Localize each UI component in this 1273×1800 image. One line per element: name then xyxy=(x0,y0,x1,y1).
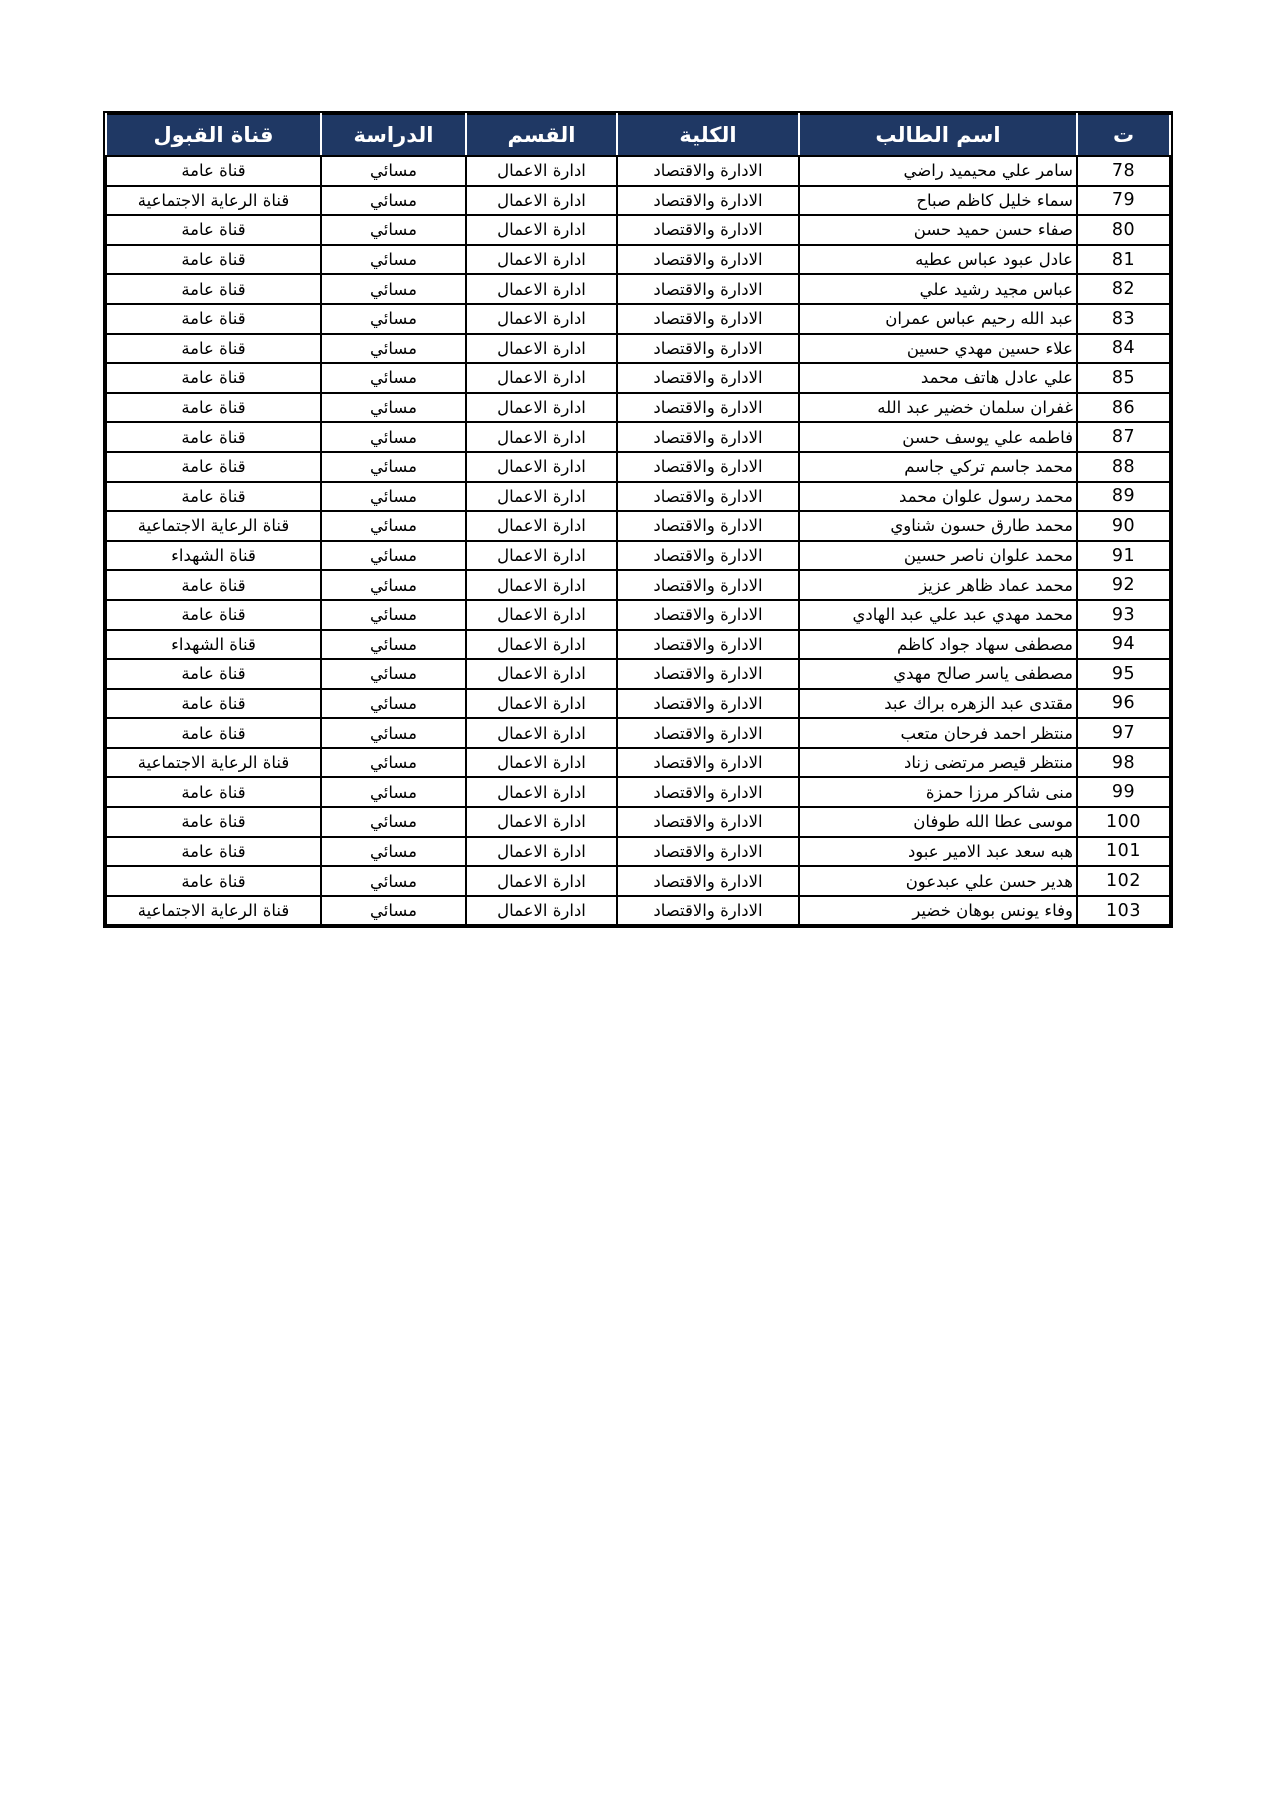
table-body xyxy=(106,156,1170,925)
table-row xyxy=(106,866,1170,896)
cell-channel: قناة عامة xyxy=(106,452,321,482)
cell-num: 92 xyxy=(1077,570,1170,600)
cell-channel: قناة الرعاية الاجتماعية xyxy=(106,186,321,216)
cell-dept: ادارة الاعمال xyxy=(466,274,617,304)
cell-study: مسائي xyxy=(321,482,466,512)
cell-study: مسائي xyxy=(321,718,466,748)
cell-college: الادارة والاقتصاد xyxy=(617,807,799,837)
cell-study: مسائي xyxy=(321,896,466,926)
cell-channel: قناة عامة xyxy=(106,482,321,512)
cell-channel: قناة عامة xyxy=(106,245,321,275)
cell-college: الادارة والاقتصاد xyxy=(617,215,799,245)
cell-num: 83 xyxy=(1077,304,1170,334)
cell-dept: ادارة الاعمال xyxy=(466,156,617,186)
cell-name: غفران سلمان خضير عبد الله xyxy=(799,393,1077,423)
table-row xyxy=(106,156,1170,186)
cell-name: عبد الله رحيم عباس عمران xyxy=(799,304,1077,334)
cell-college: الادارة والاقتصاد xyxy=(617,245,799,275)
cell-dept: ادارة الاعمال xyxy=(466,748,617,778)
cell-dept: ادارة الاعمال xyxy=(466,896,617,926)
column-header-college: الكلية xyxy=(617,114,799,156)
cell-num: 89 xyxy=(1077,482,1170,512)
cell-study: مسائي xyxy=(321,186,466,216)
cell-college: الادارة والاقتصاد xyxy=(617,748,799,778)
cell-dept: ادارة الاعمال xyxy=(466,718,617,748)
cell-channel: قناة عامة xyxy=(106,718,321,748)
cell-num: 99 xyxy=(1077,777,1170,807)
cell-dept: ادارة الاعمال xyxy=(466,570,617,600)
cell-channel: قناة عامة xyxy=(106,659,321,689)
cell-college: الادارة والاقتصاد xyxy=(617,630,799,660)
cell-num: 97 xyxy=(1077,718,1170,748)
cell-college: الادارة والاقتصاد xyxy=(617,866,799,896)
cell-college: الادارة والاقتصاد xyxy=(617,718,799,748)
cell-channel: قناة عامة xyxy=(106,363,321,393)
cell-dept: ادارة الاعمال xyxy=(466,186,617,216)
students-table-wrapper xyxy=(103,111,1173,928)
cell-college: الادارة والاقتصاد xyxy=(617,452,799,482)
cell-dept: ادارة الاعمال xyxy=(466,807,617,837)
cell-college: الادارة والاقتصاد xyxy=(617,156,799,186)
cell-num: 93 xyxy=(1077,600,1170,630)
cell-name: هدير حسن علي عبدعون xyxy=(799,866,1077,896)
cell-study: مسائي xyxy=(321,245,466,275)
cell-channel: قناة عامة xyxy=(106,393,321,423)
column-header-department: القسم xyxy=(466,114,617,156)
cell-dept: ادارة الاعمال xyxy=(466,334,617,364)
cell-name: موسى عطا الله طوفان xyxy=(799,807,1077,837)
cell-name: منى شاكر مرزا حمزة xyxy=(799,777,1077,807)
cell-num: 96 xyxy=(1077,689,1170,719)
cell-name: مصطفى سهاد جواد كاظم xyxy=(799,630,1077,660)
cell-channel: قناة عامة xyxy=(106,304,321,334)
table-row xyxy=(106,274,1170,304)
cell-name: مقتدى عبد الزهره براك عبد xyxy=(799,689,1077,719)
table-header-row xyxy=(106,114,1170,156)
cell-name: عادل عبود عباس عطيه xyxy=(799,245,1077,275)
cell-study: مسائي xyxy=(321,393,466,423)
cell-num: 103 xyxy=(1077,896,1170,926)
cell-channel: قناة عامة xyxy=(106,334,321,364)
table-row xyxy=(106,837,1170,867)
cell-college: الادارة والاقتصاد xyxy=(617,511,799,541)
cell-name: محمد علوان ناصر حسين xyxy=(799,541,1077,571)
cell-college: الادارة والاقتصاد xyxy=(617,541,799,571)
cell-study: مسائي xyxy=(321,600,466,630)
cell-channel: قناة الرعاية الاجتماعية xyxy=(106,896,321,926)
cell-name: مصطفى ياسر صالح مهدي xyxy=(799,659,1077,689)
table-row xyxy=(106,452,1170,482)
table-row xyxy=(106,777,1170,807)
cell-college: الادارة والاقتصاد xyxy=(617,186,799,216)
cell-dept: ادارة الاعمال xyxy=(466,215,617,245)
cell-college: الادارة والاقتصاد xyxy=(617,304,799,334)
cell-dept: ادارة الاعمال xyxy=(466,689,617,719)
cell-num: 79 xyxy=(1077,186,1170,216)
cell-dept: ادارة الاعمال xyxy=(466,422,617,452)
table-row xyxy=(106,482,1170,512)
cell-num: 95 xyxy=(1077,659,1170,689)
cell-num: 86 xyxy=(1077,393,1170,423)
cell-name: هبه سعد عبد الامير عبود xyxy=(799,837,1077,867)
table-row xyxy=(106,570,1170,600)
cell-channel: قناة الشهداء xyxy=(106,541,321,571)
cell-college: الادارة والاقتصاد xyxy=(617,600,799,630)
cell-channel: قناة عامة xyxy=(106,600,321,630)
cell-name: علي عادل هاتف محمد xyxy=(799,363,1077,393)
cell-study: مسائي xyxy=(321,807,466,837)
cell-channel: قناة عامة xyxy=(106,422,321,452)
cell-study: مسائي xyxy=(321,837,466,867)
cell-channel: قناة عامة xyxy=(106,570,321,600)
cell-channel: قناة عامة xyxy=(106,215,321,245)
cell-dept: ادارة الاعمال xyxy=(466,659,617,689)
column-header-admission-channel: قناة القبول xyxy=(106,114,321,156)
cell-num: 84 xyxy=(1077,334,1170,364)
cell-college: الادارة والاقتصاد xyxy=(617,274,799,304)
cell-college: الادارة والاقتصاد xyxy=(617,334,799,364)
cell-channel: قناة عامة xyxy=(106,777,321,807)
cell-name: عباس مجيد رشيد علي xyxy=(799,274,1077,304)
table-row xyxy=(106,334,1170,364)
table-row xyxy=(106,600,1170,630)
cell-study: مسائي xyxy=(321,777,466,807)
cell-name: سامر علي محيميد راضي xyxy=(799,156,1077,186)
table-row xyxy=(106,363,1170,393)
cell-name: محمد طارق حسون شناوي xyxy=(799,511,1077,541)
cell-num: 88 xyxy=(1077,452,1170,482)
cell-num: 81 xyxy=(1077,245,1170,275)
cell-study: مسائي xyxy=(321,452,466,482)
cell-college: الادارة والاقتصاد xyxy=(617,393,799,423)
cell-dept: ادارة الاعمال xyxy=(466,837,617,867)
cell-num: 85 xyxy=(1077,363,1170,393)
cell-name: منتظر احمد فرحان متعب xyxy=(799,718,1077,748)
cell-college: الادارة والاقتصاد xyxy=(617,363,799,393)
table-row xyxy=(106,659,1170,689)
cell-channel: قناة عامة xyxy=(106,837,321,867)
cell-channel: قناة الرعاية الاجتماعية xyxy=(106,748,321,778)
cell-college: الادارة والاقتصاد xyxy=(617,896,799,926)
table-row xyxy=(106,186,1170,216)
table-row xyxy=(106,896,1170,926)
table-row xyxy=(106,393,1170,423)
cell-dept: ادارة الاعمال xyxy=(466,511,617,541)
table-row xyxy=(106,511,1170,541)
table-row xyxy=(106,304,1170,334)
cell-dept: ادارة الاعمال xyxy=(466,482,617,512)
cell-channel: قناة الشهداء xyxy=(106,630,321,660)
table-row xyxy=(106,215,1170,245)
cell-dept: ادارة الاعمال xyxy=(466,393,617,423)
table-row xyxy=(106,541,1170,571)
cell-study: مسائي xyxy=(321,304,466,334)
cell-num: 101 xyxy=(1077,837,1170,867)
students-table xyxy=(105,113,1171,926)
cell-study: مسائي xyxy=(321,215,466,245)
cell-num: 87 xyxy=(1077,422,1170,452)
cell-study: مسائي xyxy=(321,334,466,364)
cell-channel: قناة عامة xyxy=(106,807,321,837)
cell-channel: قناة عامة xyxy=(106,274,321,304)
cell-num: 80 xyxy=(1077,215,1170,245)
cell-channel: قناة الرعاية الاجتماعية xyxy=(106,511,321,541)
cell-college: الادارة والاقتصاد xyxy=(617,777,799,807)
cell-dept: ادارة الاعمال xyxy=(466,541,617,571)
cell-dept: ادارة الاعمال xyxy=(466,630,617,660)
cell-college: الادارة والاقتصاد xyxy=(617,659,799,689)
cell-channel: قناة عامة xyxy=(106,156,321,186)
cell-study: مسائي xyxy=(321,541,466,571)
cell-dept: ادارة الاعمال xyxy=(466,866,617,896)
table-row xyxy=(106,748,1170,778)
cell-study: مسائي xyxy=(321,866,466,896)
cell-name: محمد رسول علوان محمد xyxy=(799,482,1077,512)
table-row xyxy=(106,245,1170,275)
cell-name: وفاء يونس بوهان خضير xyxy=(799,896,1077,926)
table-row xyxy=(106,422,1170,452)
cell-college: الادارة والاقتصاد xyxy=(617,422,799,452)
cell-dept: ادارة الاعمال xyxy=(466,777,617,807)
cell-dept: ادارة الاعمال xyxy=(466,304,617,334)
cell-study: مسائي xyxy=(321,689,466,719)
table-row xyxy=(106,630,1170,660)
column-header-student-name: اسم الطالب xyxy=(799,114,1077,156)
cell-college: الادارة والاقتصاد xyxy=(617,482,799,512)
cell-num: 91 xyxy=(1077,541,1170,571)
cell-study: مسائي xyxy=(321,570,466,600)
cell-college: الادارة والاقتصاد xyxy=(617,837,799,867)
cell-dept: ادارة الاعمال xyxy=(466,452,617,482)
cell-dept: ادارة الاعمال xyxy=(466,363,617,393)
cell-num: 78 xyxy=(1077,156,1170,186)
cell-name: سماء خليل كاظم صباح xyxy=(799,186,1077,216)
cell-name: محمد جاسم تركي جاسم xyxy=(799,452,1077,482)
cell-num: 90 xyxy=(1077,511,1170,541)
table-row xyxy=(106,807,1170,837)
cell-name: منتظر قيصر مرتضى زناد xyxy=(799,748,1077,778)
cell-name: علاء حسين مهدي حسين xyxy=(799,334,1077,364)
column-header-number: ت xyxy=(1077,114,1170,156)
cell-num: 94 xyxy=(1077,630,1170,660)
column-header-study-type: الدراسة xyxy=(321,114,466,156)
cell-num: 98 xyxy=(1077,748,1170,778)
cell-study: مسائي xyxy=(321,274,466,304)
cell-num: 100 xyxy=(1077,807,1170,837)
cell-dept: ادارة الاعمال xyxy=(466,245,617,275)
cell-study: مسائي xyxy=(321,156,466,186)
cell-name: صفاء حسن حميد حسن xyxy=(799,215,1077,245)
cell-college: الادارة والاقتصاد xyxy=(617,570,799,600)
cell-name: فاطمه علي يوسف حسن xyxy=(799,422,1077,452)
table-row xyxy=(106,718,1170,748)
cell-num: 82 xyxy=(1077,274,1170,304)
cell-name: محمد عماد ظاهر عزيز xyxy=(799,570,1077,600)
cell-study: مسائي xyxy=(321,630,466,660)
cell-num: 102 xyxy=(1077,866,1170,896)
cell-study: مسائي xyxy=(321,511,466,541)
cell-study: مسائي xyxy=(321,422,466,452)
cell-college: الادارة والاقتصاد xyxy=(617,689,799,719)
cell-channel: قناة عامة xyxy=(106,689,321,719)
cell-study: مسائي xyxy=(321,748,466,778)
cell-name: محمد مهدي عبد علي عبد الهادي xyxy=(799,600,1077,630)
cell-study: مسائي xyxy=(321,363,466,393)
table-row xyxy=(106,689,1170,719)
cell-channel: قناة عامة xyxy=(106,866,321,896)
cell-study: مسائي xyxy=(321,659,466,689)
cell-dept: ادارة الاعمال xyxy=(466,600,617,630)
